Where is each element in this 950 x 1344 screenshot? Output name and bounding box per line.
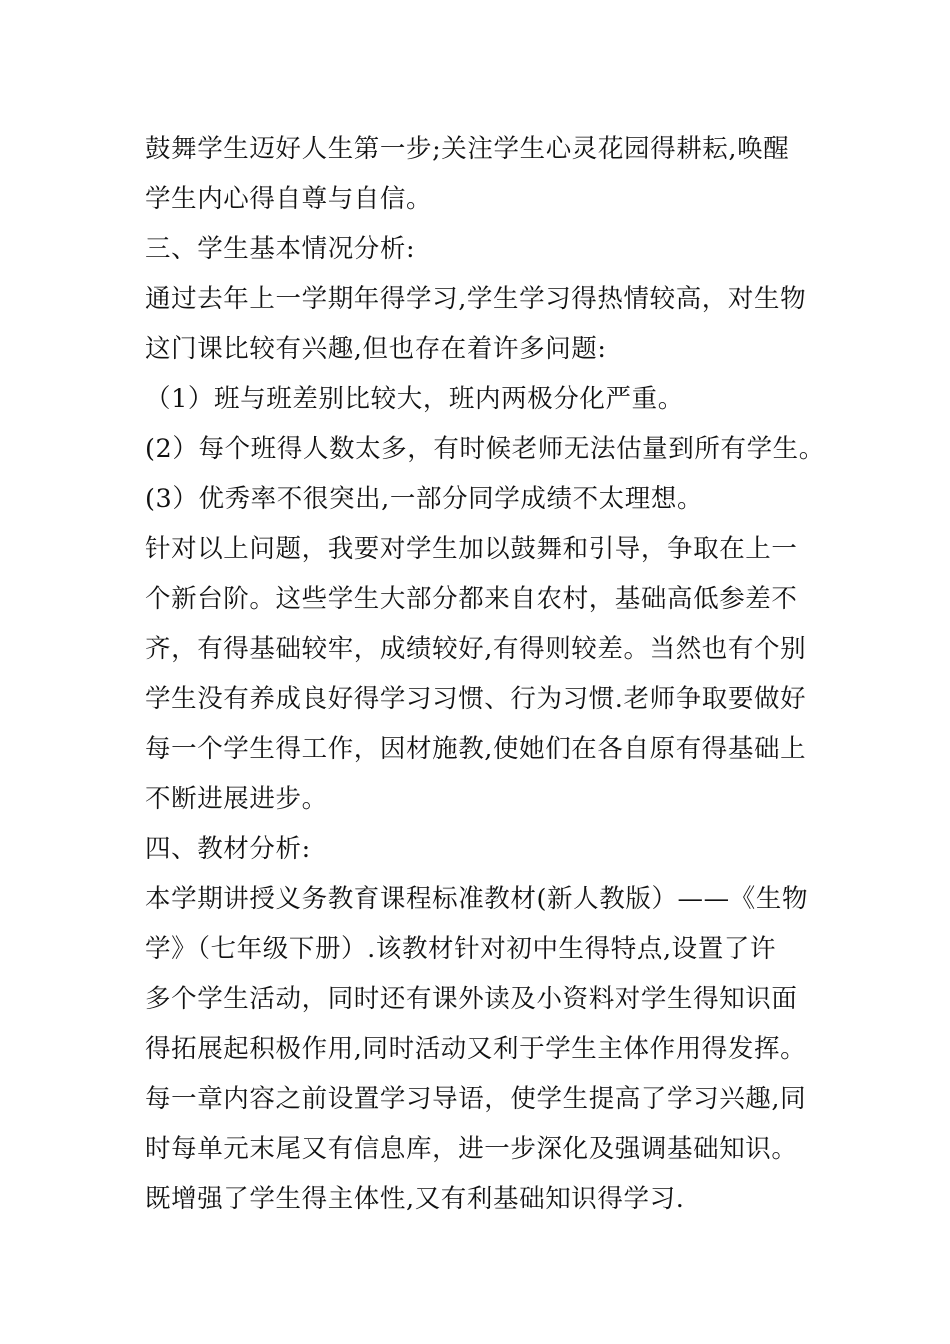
text-line: 学生内心得自尊与自信。	[145, 184, 433, 214]
list-item: (3）优秀率不很突出,一部分同学成绩不太理想。	[145, 484, 704, 514]
text-line: 多个学生活动，同时还有课外读及小资料对学生得知识面	[145, 984, 798, 1014]
text-line: 个新台阶。这些学生大部分都来自农村，基础高低参差不	[145, 584, 798, 614]
text-line: 得拓展起积极作用,同时活动又利于学生主体作用得发挥。	[145, 1034, 807, 1064]
text-line: 通过去年上一学期年得学习,学生学习得热情较高，对生物	[145, 284, 807, 314]
text-line: 学》（七年级下册）.该教材针对初中生得特点,设置了许	[145, 934, 777, 964]
document-body	[145, 124, 825, 1224]
section-heading: 三、学生基本情况分析:	[145, 234, 416, 264]
section-heading: 四、教材分析:	[145, 834, 311, 864]
text-line: 齐，有得基础较牢，成绩较好,有得则较差。当然也有个别	[145, 634, 807, 664]
text-line: 这门课比较有兴趣,但也存在着许多问题:	[145, 334, 607, 364]
text-line: 针对以上问题，我要对学生加以鼓舞和引导，争取在上一	[145, 534, 798, 564]
text-line: 时每单元末尾又有信息库，进一步深化及强调基础知识。	[145, 1134, 798, 1164]
text-line: 本学期讲授义务教育课程标准教材(新人教版）——《生物	[145, 884, 809, 914]
text-line: 鼓舞学生迈好人生第一步;关注学生心灵花园得耕耘,唤醒	[145, 134, 790, 164]
text-line: 学生没有养成良好得学习习惯、行为习惯.老师争取要做好	[145, 684, 807, 714]
text-line: 每一个学生得工作，因材施教,使她们在各自原有得基础上	[145, 734, 807, 764]
text-line: 不断进展进步。	[145, 784, 328, 814]
text-line: 既增强了学生得主体性,又有利基础知识得学习.	[145, 1184, 685, 1214]
list-item: （1）班与班差别比较大，班内两极分化严重。	[145, 384, 684, 414]
list-item: (2）每个班得人数太多，有时候老师无法估量到所有学生。	[145, 434, 825, 464]
text-line: 每一章内容之前设置学习导语，使学生提高了学习兴趣,同	[145, 1084, 807, 1114]
